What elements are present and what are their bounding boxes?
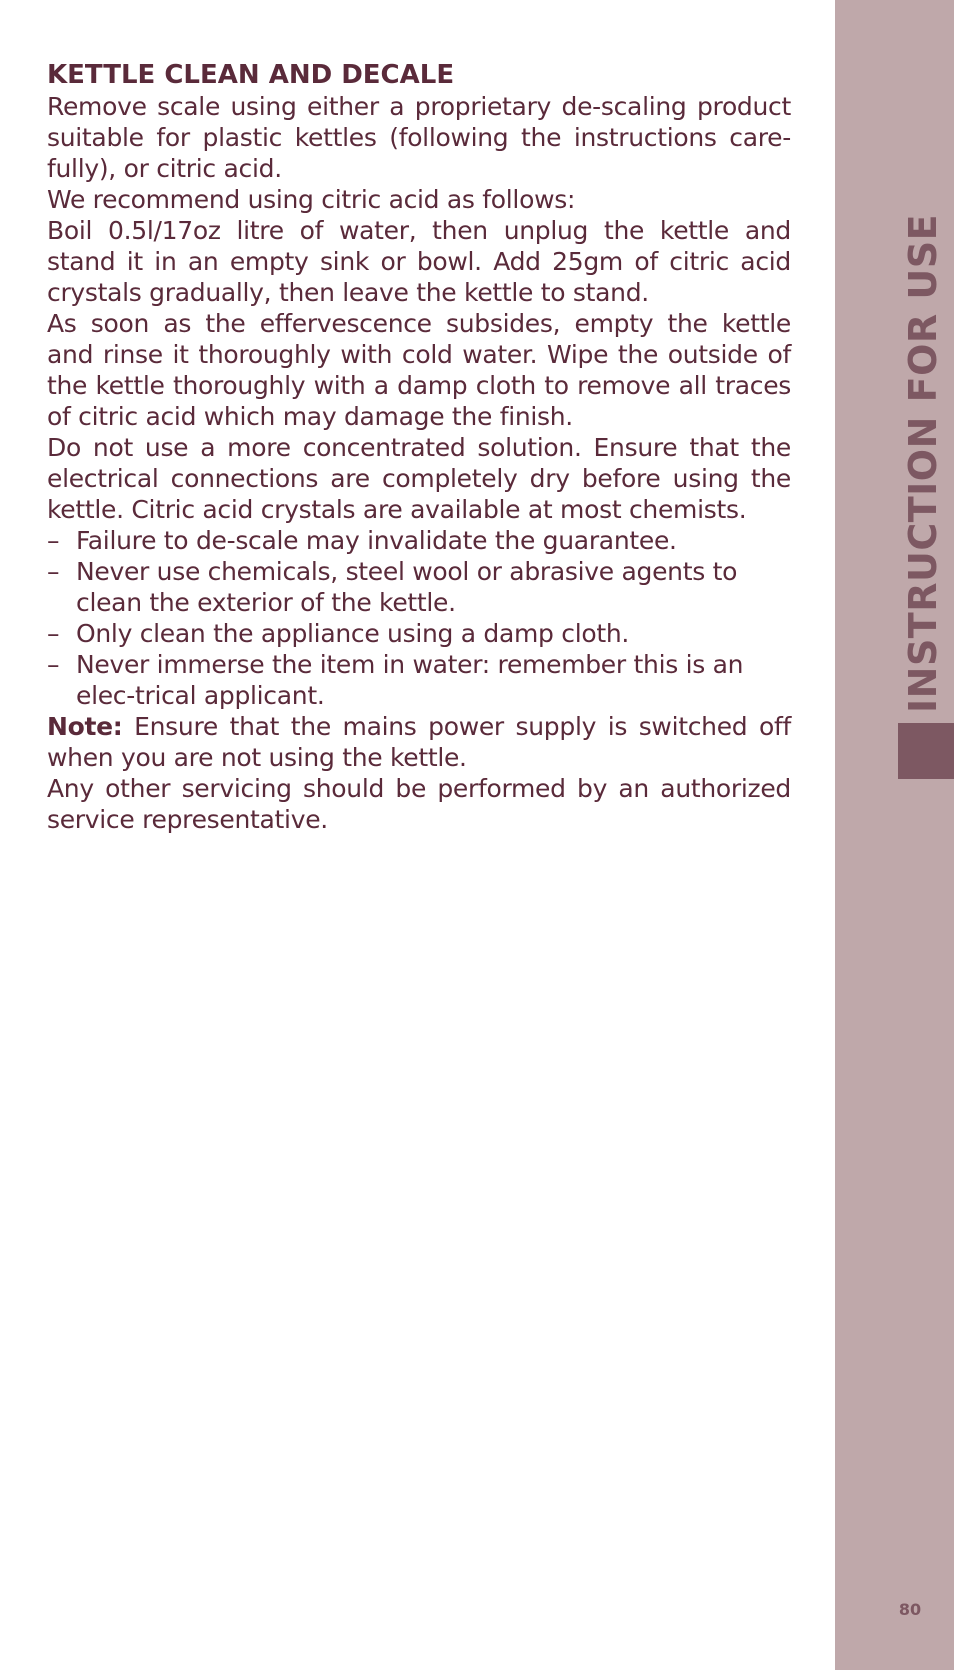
paragraph-boil: Boil 0.5l/17oz litre of water, then unplug the kettle and stand it in an empty sink or bowl. Add 25gm of citric acid crystals gradually, then leave the kettle to stand.	[47, 216, 791, 307]
warnings-list	[47, 525, 791, 711]
closing-paragraph: Any other servicing should be performed by an authorized service representative.	[47, 774, 791, 834]
list-item-text: Never use chemicals, steel wool or abrasive agents to clean the exterior of the kettle.	[76, 557, 738, 617]
paragraph-recommend: We recommend using citric acid as follows:	[47, 185, 576, 214]
side-tab-marker	[898, 723, 954, 779]
list-item-text: Failure to de-scale may invalidate the guarantee.	[76, 526, 677, 555]
note-paragraph	[47, 711, 791, 773]
paragraph-concentration: Do not use a more concentrated solution. Ensure that the electrical connections are completely dry before using the kettle. Citric acid crystals are available at most chemists.	[47, 433, 791, 524]
list-item-text: Only clean the appliance using a damp cloth.	[76, 619, 630, 648]
dash-marker: –	[47, 526, 60, 555]
paragraph-effervescence: As soon as the effervescence subsides, empty the kettle and rinse it thoroughly with cold water. Wipe the outside of the kettle thoroughly with a damp cloth to remove all traces of citric acid which may damage the finish.	[47, 309, 791, 431]
page-number: 80	[898, 1600, 922, 1619]
list-item	[47, 618, 791, 649]
list-item	[47, 649, 791, 711]
dash-marker: –	[47, 619, 60, 648]
dash-marker: –	[47, 557, 60, 586]
note-text: Ensure that the mains power supply is switched off when you are not using the kettle.	[47, 712, 791, 772]
side-title: INSTRUCTION FOR USE	[901, 213, 945, 713]
list-item	[47, 525, 791, 556]
dash-marker: –	[47, 650, 60, 679]
list-item-text: Never immerse the item in water: remember this is an elec-trical applicant.	[76, 650, 744, 710]
page-content	[47, 59, 791, 835]
note-label: Note:	[47, 712, 123, 741]
paragraph-descale-intro: Remove scale using either a proprietary de-scaling product suitable for plastic kettles (following the instructions care-fully), or citric acid.	[47, 92, 791, 183]
section-heading: KETTLE CLEAN AND DECALE	[47, 60, 455, 90]
list-item	[47, 556, 791, 618]
